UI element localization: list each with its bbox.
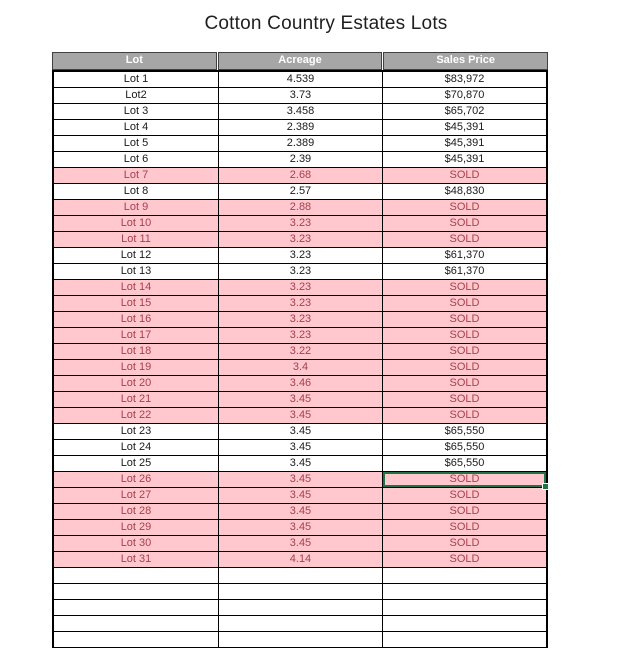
- cell-price[interactable]: SOLD: [449, 553, 480, 565]
- cell-lot[interactable]: Lot 3: [54, 104, 219, 119]
- table-row: [54, 360, 546, 376]
- cell-price[interactable]: $65,550: [444, 457, 485, 469]
- cell-acreage[interactable]: 2.39: [219, 152, 383, 167]
- cell-price[interactable]: $45,391: [444, 121, 485, 133]
- table-row: [54, 280, 546, 296]
- cell-lot[interactable]: Lot 25: [54, 456, 219, 471]
- page-title: Cotton Country Estates Lots: [204, 13, 448, 34]
- cell-lot[interactable]: Lot 27: [54, 488, 219, 503]
- fill-handle[interactable]: [542, 483, 549, 490]
- cell-acreage[interactable]: 3.22: [219, 344, 383, 359]
- cell-acreage[interactable]: 4.539: [219, 72, 383, 87]
- cell-acreage[interactable]: 2.68: [219, 168, 383, 183]
- cell-acreage[interactable]: 3.45: [219, 440, 383, 455]
- cell-lot[interactable]: Lot 31: [54, 552, 219, 567]
- cell-lot[interactable]: Lot 17: [54, 328, 219, 343]
- cell-price[interactable]: SOLD: [449, 377, 480, 389]
- cell-acreage[interactable]: 4.14: [219, 552, 383, 567]
- cell-acreage[interactable]: 3.23: [219, 280, 383, 295]
- cell-price[interactable]: $65,550: [444, 441, 485, 453]
- cell-lot[interactable]: Lot 23: [54, 424, 219, 439]
- cell-price[interactable]: [383, 568, 546, 583]
- cell-lot[interactable]: Lot 12: [54, 248, 219, 263]
- empty-row: [54, 568, 546, 584]
- cell-acreage[interactable]: 3.45: [219, 504, 383, 519]
- cell-lot[interactable]: Lot 4: [54, 120, 219, 135]
- cell-lot[interactable]: Lot 29: [54, 520, 219, 535]
- cell-price[interactable]: SOLD: [449, 169, 480, 181]
- cell-acreage[interactable]: 3.23: [219, 216, 383, 231]
- cell-acreage[interactable]: 3.23: [219, 248, 383, 263]
- cell-lot[interactable]: Lot 13: [54, 264, 219, 279]
- table-row: [54, 552, 546, 568]
- cell-acreage[interactable]: 3.45: [219, 408, 383, 423]
- cell-lot[interactable]: Lot 30: [54, 536, 219, 551]
- table-row: [54, 504, 546, 520]
- cell-price[interactable]: $61,370: [444, 265, 485, 277]
- cell-acreage[interactable]: 3.45: [219, 488, 383, 503]
- cell-price[interactable]: SOLD: [449, 537, 480, 549]
- cell-lot[interactable]: Lot 28: [54, 504, 219, 519]
- cell-acreage[interactable]: 3.45: [219, 392, 383, 407]
- cell-price[interactable]: SOLD: [449, 361, 480, 373]
- cell-acreage[interactable]: 3.23: [219, 264, 383, 279]
- cell-lot[interactable]: Lot 26: [54, 472, 219, 487]
- lots-table: [52, 52, 548, 648]
- cell-lot[interactable]: [54, 616, 219, 631]
- cell-price[interactable]: [383, 632, 546, 647]
- table-row: [54, 248, 546, 264]
- header-cell-lot[interactable]: Lot: [52, 52, 217, 70]
- cell-acreage[interactable]: 2.88: [219, 200, 383, 215]
- cell-lot[interactable]: [54, 568, 219, 583]
- table-row: [54, 408, 546, 424]
- table-row: [54, 392, 546, 408]
- cell-lot[interactable]: Lot 21: [54, 392, 219, 407]
- cell-acreage[interactable]: [219, 616, 383, 631]
- table-row: [54, 296, 546, 312]
- cell-price[interactable]: SOLD: [449, 233, 480, 245]
- cell-acreage[interactable]: 3.23: [219, 328, 383, 343]
- cell-lot[interactable]: Lot2: [54, 88, 219, 103]
- selected-cell[interactable]: SOLD: [383, 472, 546, 487]
- header-cell-acreage[interactable]: Acreage: [218, 52, 383, 70]
- cell-acreage[interactable]: 3.45: [219, 472, 383, 487]
- cell-price[interactable]: SOLD: [449, 521, 480, 533]
- table-row: [54, 344, 546, 360]
- cell-lot[interactable]: Lot 20: [54, 376, 219, 391]
- cell-price[interactable]: [383, 600, 546, 615]
- table-row: [54, 232, 546, 248]
- cell-lot[interactable]: Lot 6: [54, 152, 219, 167]
- cell-lot[interactable]: Lot 11: [54, 232, 219, 247]
- cell-acreage[interactable]: [219, 568, 383, 583]
- cell-lot[interactable]: [54, 632, 219, 647]
- cell-acreage[interactable]: 3.45: [219, 520, 383, 535]
- cell-acreage[interactable]: 3.23: [219, 312, 383, 327]
- cell-price[interactable]: [383, 584, 546, 599]
- cell-acreage[interactable]: 2.389: [219, 120, 383, 135]
- cell-lot[interactable]: Lot 22: [54, 408, 219, 423]
- cell-lot[interactable]: Lot 8: [54, 184, 219, 199]
- cell-price[interactable]: $61,370: [444, 249, 485, 261]
- cell-price[interactable]: $45,391: [444, 153, 485, 165]
- cell-price[interactable]: SOLD: [449, 313, 480, 325]
- header-cell-sales-price[interactable]: Sales Price: [383, 52, 548, 70]
- table-row: [54, 104, 546, 120]
- table-row: [54, 216, 546, 232]
- cell-lot[interactable]: Lot 7: [54, 168, 219, 183]
- empty-row: [54, 616, 546, 632]
- cell-lot[interactable]: Lot 14: [54, 280, 219, 295]
- table-row: [54, 488, 546, 504]
- cell-price[interactable]: SOLD: [449, 329, 480, 341]
- cell-lot[interactable]: Lot 5: [54, 136, 219, 151]
- table-row: [54, 120, 546, 136]
- cell-acreage[interactable]: 3.4: [219, 360, 383, 375]
- table-body: [52, 70, 548, 648]
- cell-acreage[interactable]: 3.46: [219, 376, 383, 391]
- cell-price[interactable]: $48,830: [444, 185, 485, 197]
- cell-price[interactable]: $83,972: [444, 73, 485, 85]
- cell-price[interactable]: $45,391: [444, 137, 485, 149]
- cell-price[interactable]: SOLD: [449, 393, 480, 405]
- table-row: [54, 152, 546, 168]
- table-row: [54, 424, 546, 440]
- table-row: [54, 536, 546, 552]
- table-row: [54, 328, 546, 344]
- table-row: [54, 456, 546, 472]
- table-row: [54, 440, 546, 456]
- table-row: [54, 136, 546, 152]
- cell-acreage[interactable]: [219, 600, 383, 615]
- table-row: [54, 264, 546, 280]
- cell-lot[interactable]: Lot 24: [54, 440, 219, 455]
- cell-acreage[interactable]: 3.458: [219, 104, 383, 119]
- table-row: [54, 72, 546, 88]
- cell-price[interactable]: $65,702: [444, 105, 485, 117]
- empty-row: [54, 632, 546, 648]
- cell-lot[interactable]: Lot 16: [54, 312, 219, 327]
- cell-price[interactable]: SOLD: [449, 505, 480, 517]
- table-row: [54, 376, 546, 392]
- cell-lot[interactable]: Lot 18: [54, 344, 219, 359]
- table-row: [54, 472, 546, 488]
- cell-lot[interactable]: [54, 584, 219, 599]
- cell-acreage[interactable]: 3.45: [219, 456, 383, 471]
- cell-price[interactable]: SOLD: [449, 201, 480, 213]
- cell-acreage[interactable]: [219, 584, 383, 599]
- table-header: [52, 52, 548, 70]
- table-row: [54, 184, 546, 200]
- cell-price[interactable]: SOLD: [449, 217, 480, 229]
- cell-price[interactable]: $65,550: [444, 425, 485, 437]
- cell-acreage[interactable]: 3.23: [219, 296, 383, 311]
- cell-lot[interactable]: Lot 19: [54, 360, 219, 375]
- cell-acreage[interactable]: 3.45: [219, 536, 383, 551]
- cell-price[interactable]: SOLD: [449, 489, 480, 501]
- cell-acreage[interactable]: 2.389: [219, 136, 383, 151]
- cell-price[interactable]: SOLD: [449, 297, 480, 309]
- cell-price[interactable]: SOLD: [449, 345, 480, 357]
- cell-lot[interactable]: Lot 9: [54, 200, 219, 215]
- cell-lot[interactable]: [54, 600, 219, 615]
- empty-row: [54, 584, 546, 600]
- cell-acreage[interactable]: [219, 632, 383, 647]
- empty-row: [54, 600, 546, 616]
- cell-price[interactable]: SOLD: [449, 409, 480, 421]
- cell-price[interactable]: SOLD: [449, 281, 480, 293]
- cell-acreage[interactable]: 3.45: [219, 424, 383, 439]
- cell-lot[interactable]: Lot 10: [54, 216, 219, 231]
- table-row: [54, 200, 546, 216]
- cell-price[interactable]: $70,870: [444, 89, 485, 101]
- cell-lot[interactable]: Lot 15: [54, 296, 219, 311]
- table-row: [54, 312, 546, 328]
- cell-acreage[interactable]: 2.57: [219, 184, 383, 199]
- table-row: [54, 88, 546, 104]
- cell-acreage[interactable]: 3.23: [219, 232, 383, 247]
- cell-price[interactable]: [383, 616, 546, 631]
- cell-acreage[interactable]: 3.73: [219, 88, 383, 103]
- cell-lot[interactable]: Lot 1: [54, 72, 219, 87]
- table-row: [54, 168, 546, 184]
- table-row: [54, 520, 546, 536]
